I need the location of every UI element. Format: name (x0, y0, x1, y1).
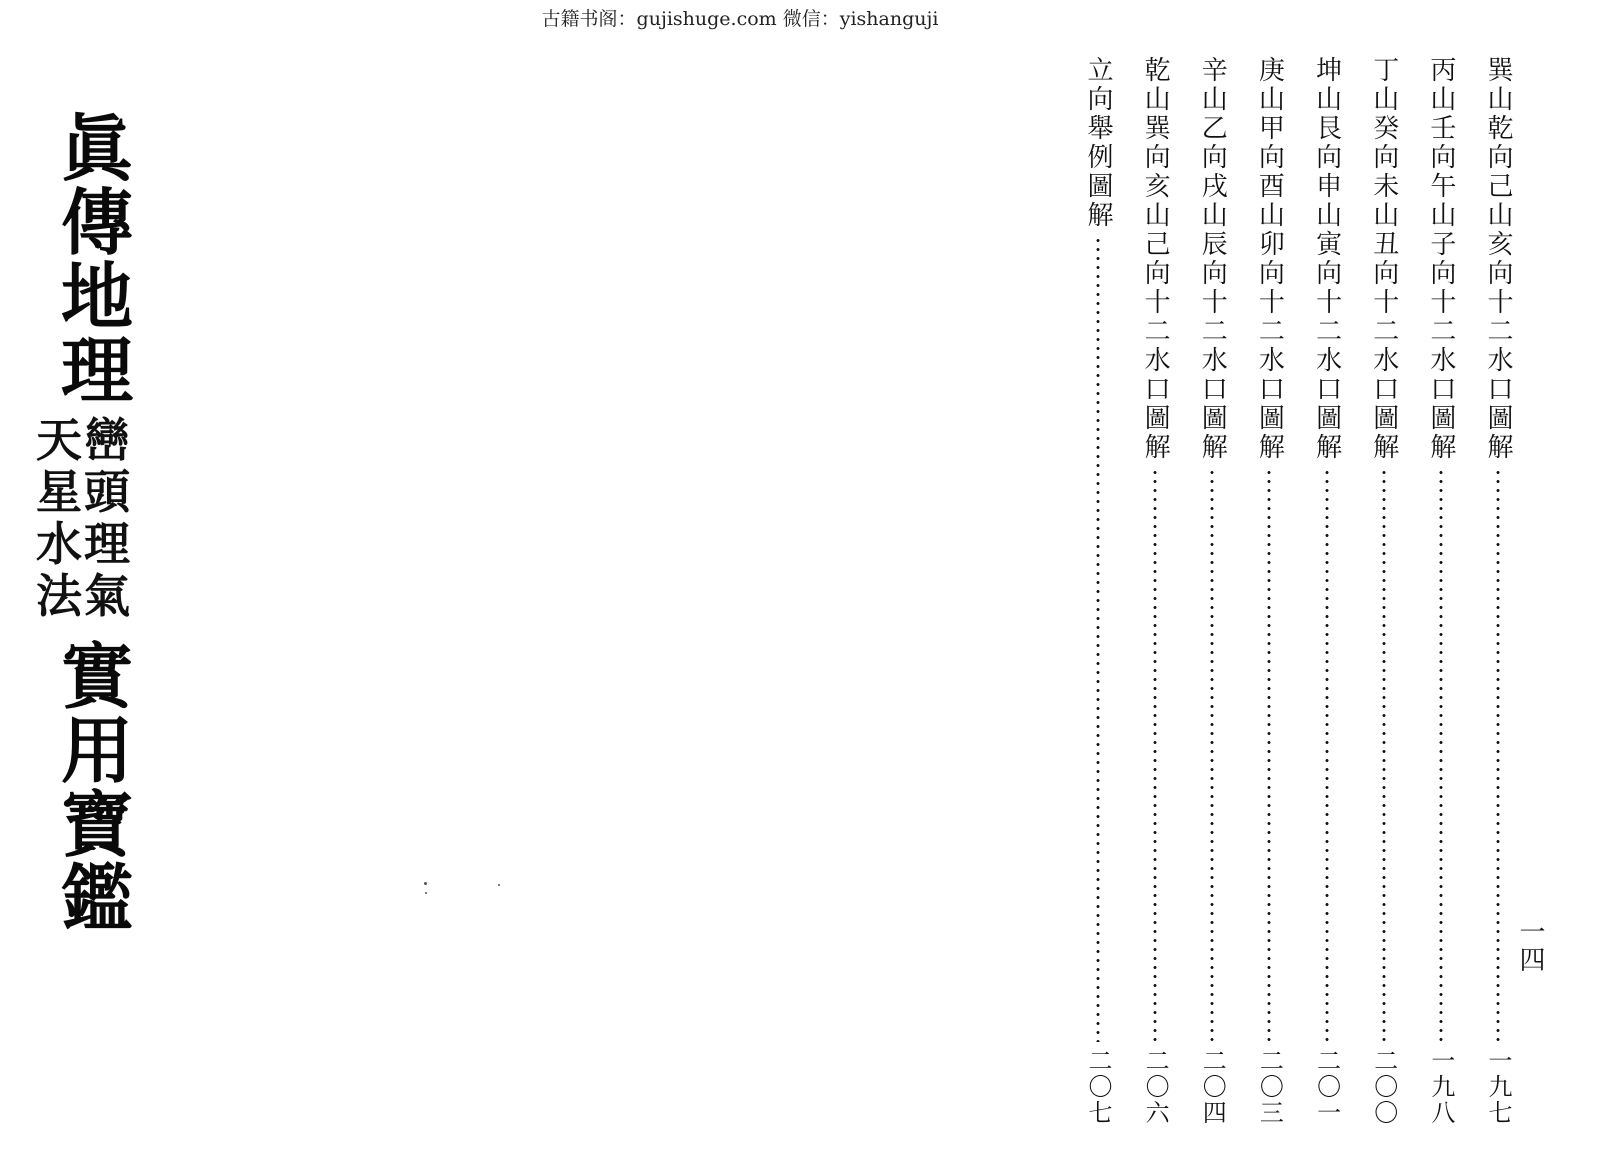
title-char: 實 (60, 634, 133, 719)
title-char: 用 (60, 708, 133, 793)
toc-entry-title: 乾山巽向亥山己向十二水口圖解 (1140, 56, 1171, 462)
toc-entry[interactable] (1421, 56, 1461, 1126)
toc-entry[interactable] (1135, 56, 1175, 1126)
toc-entry-title: 坤山艮向申山寅向十二水口圖解 (1311, 56, 1342, 462)
toc-entry[interactable] (1192, 56, 1232, 1126)
toc-leader-dots (1382, 468, 1386, 1042)
toc-leader-dots (1210, 468, 1214, 1042)
toc-entry-page: 二〇七 (1084, 1048, 1112, 1126)
subtitle-char: 理 (84, 517, 130, 571)
toc-leader-dots (1096, 236, 1100, 1042)
book-title-top (52, 106, 142, 413)
toc-entry-page: 一九八 (1426, 1048, 1455, 1126)
toc-leader-dots (1439, 468, 1443, 1042)
title-char: 理 (60, 328, 133, 413)
toc-entry[interactable] (1249, 56, 1289, 1126)
toc-leader-dots (1153, 468, 1157, 1042)
scan-speck (425, 892, 427, 894)
subtitle-char: 星 (36, 465, 82, 519)
toc-entry-title: 立向舉例圖解 (1083, 56, 1113, 230)
subtitle-char: 法 (36, 569, 82, 623)
toc-entry[interactable] (1307, 56, 1347, 1126)
book-title-bottom (52, 634, 142, 941)
scan-speck (424, 882, 427, 885)
toc-entry-title: 丁山癸向未山丑向十二水口圖解 (1368, 56, 1399, 462)
title-char: 寶 (60, 782, 133, 867)
toc-entry-title: 辛山乙向戌山辰向十二水口圖解 (1197, 56, 1228, 462)
toc-entry-page: 二〇六 (1141, 1048, 1170, 1126)
toc-entry-title: 丙山壬向午山子向十二水口圖解 (1425, 56, 1456, 462)
book-subtitle (36, 414, 130, 622)
toc-leader-dots (1325, 468, 1329, 1042)
subtitle-char: 頭 (84, 465, 130, 519)
title-char: 傳 (60, 180, 133, 265)
watermark-text: 古籍书阁：gujishuge.com 微信：yishanguji (541, 8, 939, 30)
subtitle-column-right (84, 414, 130, 622)
toc-entry-page: 二〇三 (1255, 1048, 1284, 1126)
toc-entry-page: 二〇〇 (1369, 1048, 1398, 1126)
title-char: 眞 (60, 106, 133, 191)
toc-entry[interactable] (1078, 56, 1118, 1126)
toc-entry[interactable] (1364, 56, 1404, 1126)
subtitle-char: 巒 (84, 413, 130, 467)
subtitle-char: 天 (36, 413, 82, 467)
subtitle-char: 水 (36, 517, 82, 571)
title-char: 鑑 (60, 856, 133, 941)
toc-entry-title: 巽山乾向己山亥向十二水口圖解 (1482, 56, 1513, 462)
toc-entry-title: 庚山甲向酉山卯向十二水口圖解 (1254, 56, 1285, 462)
toc-leader-dots (1267, 468, 1271, 1042)
toc-entry-page: 二〇四 (1198, 1048, 1227, 1126)
toc-entry-page: 二〇一 (1312, 1048, 1341, 1126)
scan-speck (498, 884, 500, 886)
subtitle-char: 氣 (84, 569, 130, 623)
subtitle-column-left (36, 414, 82, 622)
toc-entry-page: 一九七 (1483, 1048, 1512, 1126)
page-number: 一四 (1515, 918, 1545, 974)
title-char: 地 (60, 254, 133, 339)
table-of-contents (1078, 56, 1518, 1126)
toc-leader-dots (1496, 468, 1500, 1042)
